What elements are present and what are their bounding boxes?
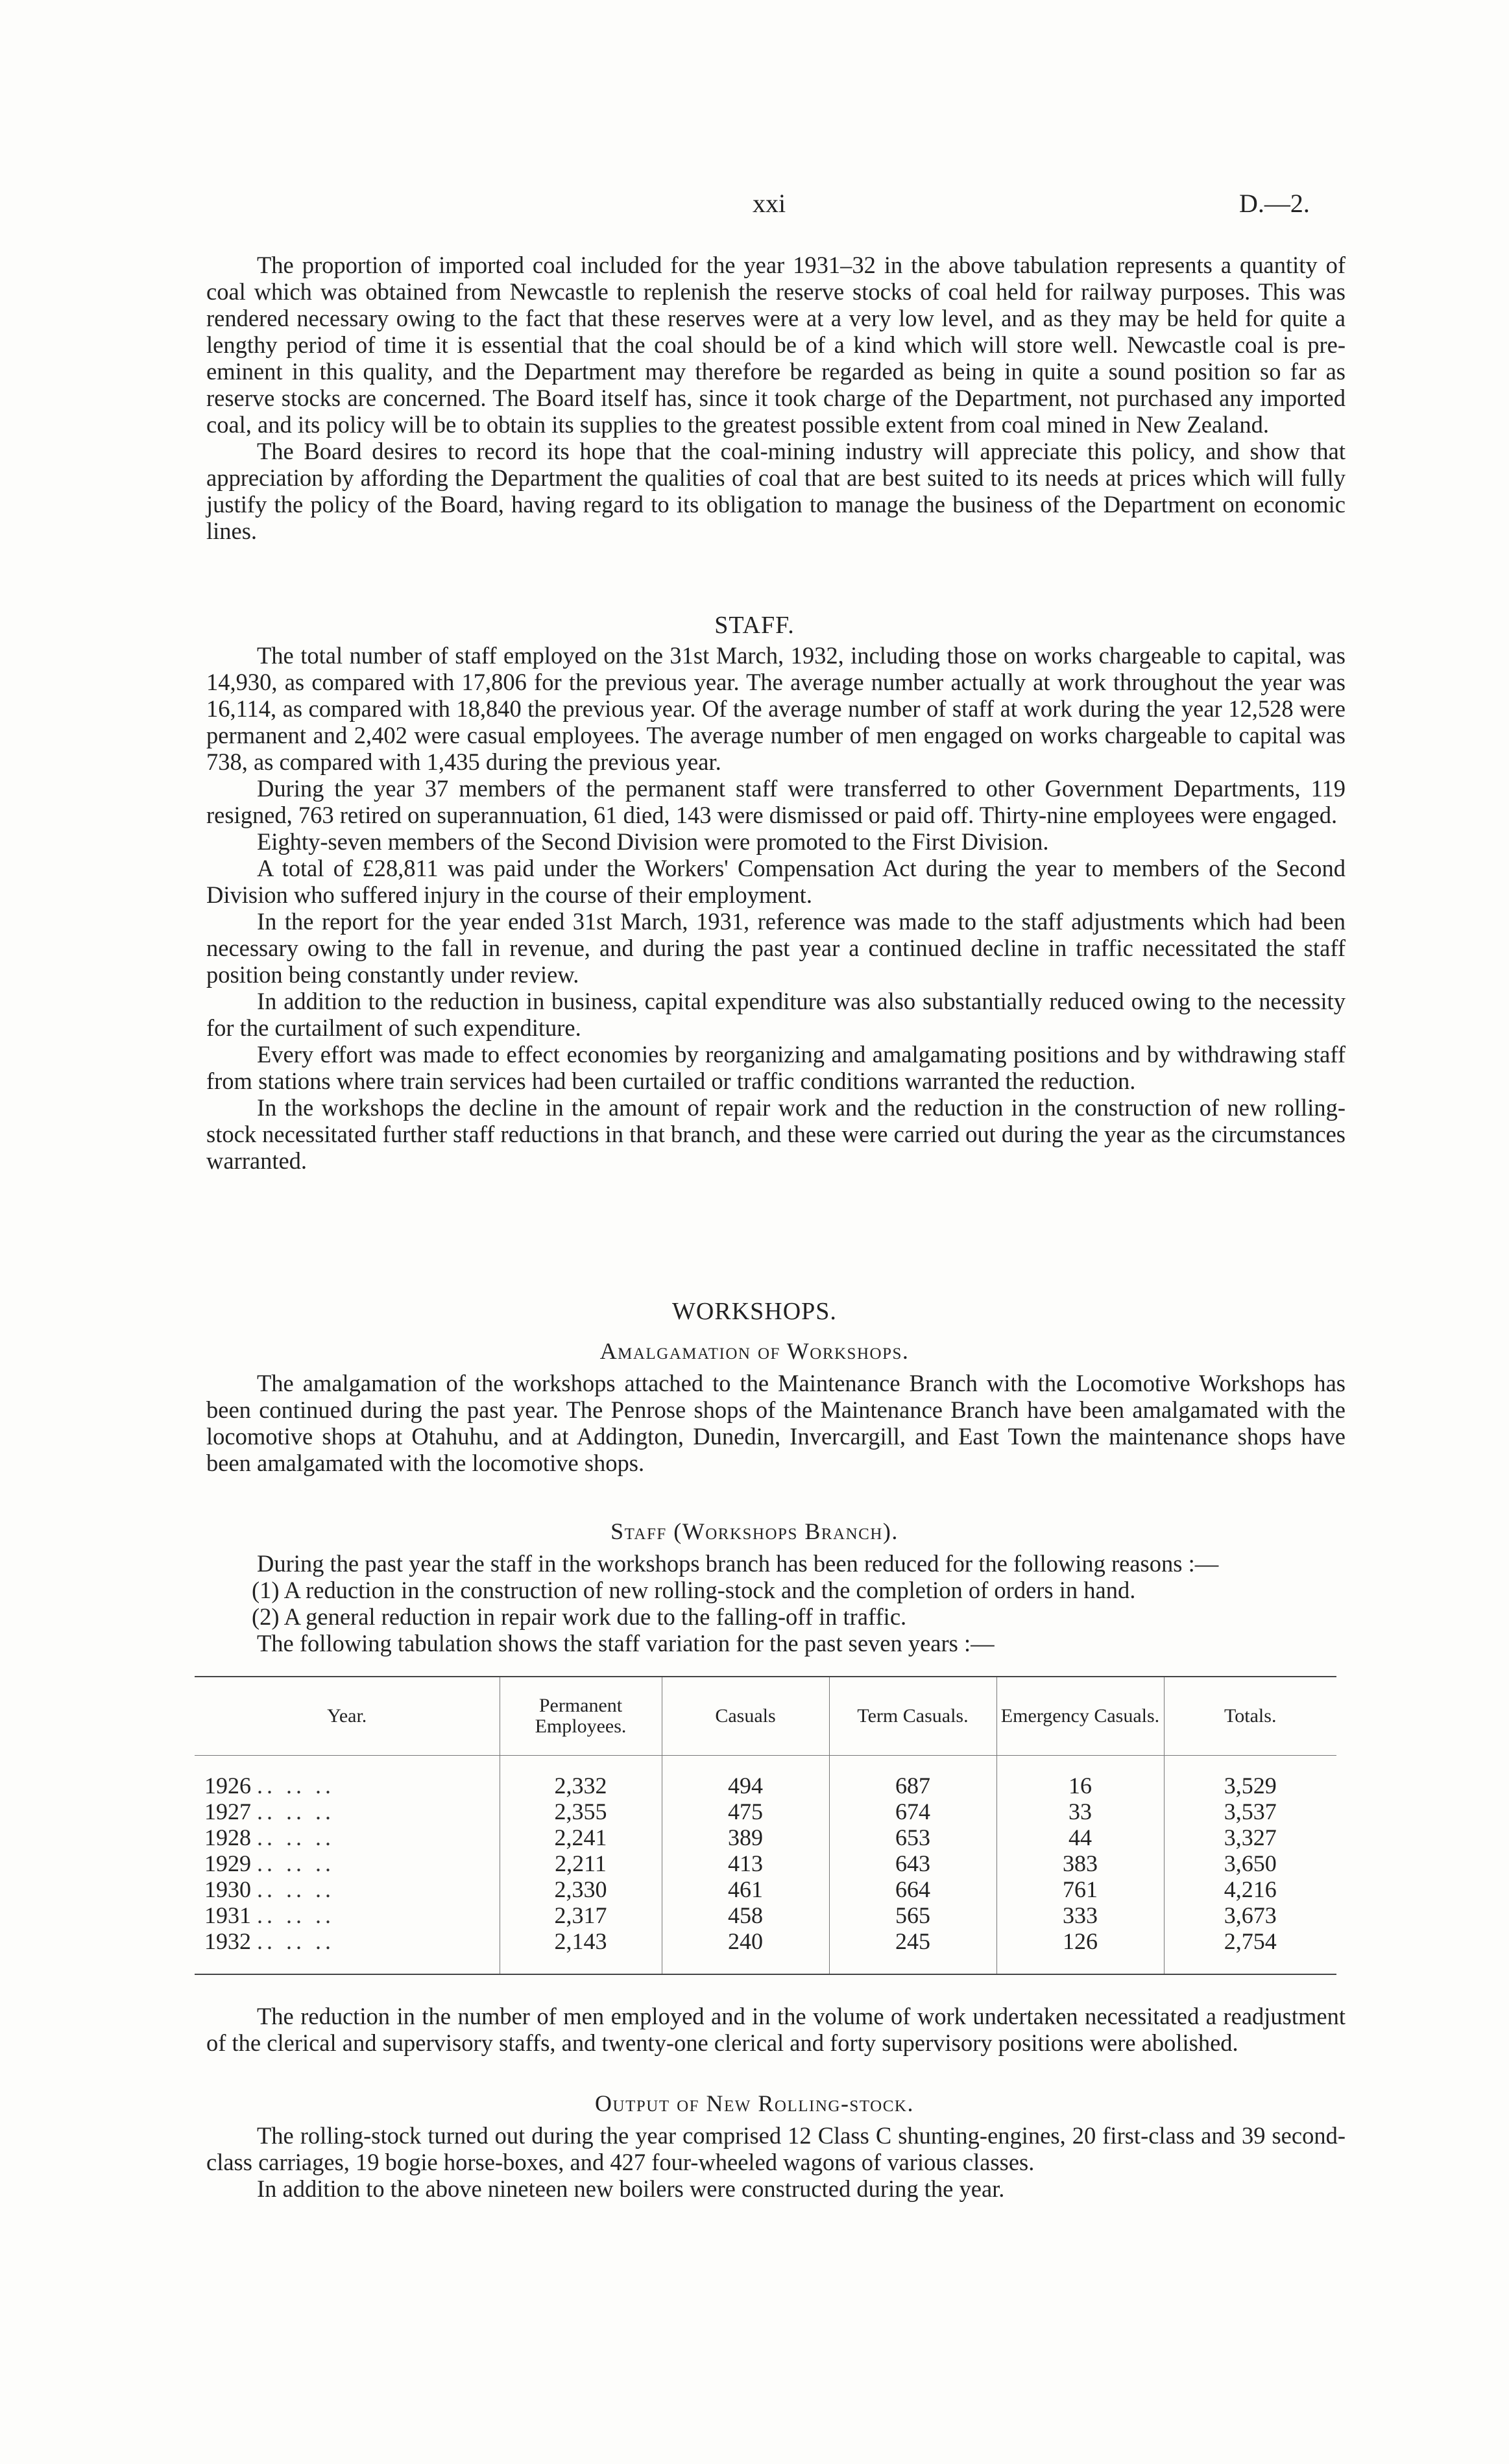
paragraph: Every effort was made to effect economies by reorganizing and amalgamating positions and by withdrawing staff from stations where train services had been curtailed or traffic conditions warranted the reduction.	[206, 1041, 1346, 1094]
staff-workshops-section	[206, 1550, 1346, 1657]
table-cell: 2,317	[500, 1902, 662, 1928]
table-cell: 643	[829, 1850, 996, 1876]
table-cell: 3,327	[1164, 1824, 1336, 1850]
table-cell: 16	[996, 1773, 1164, 1799]
year-cell: 1930 .. .. ..	[204, 1876, 335, 1902]
table-cell: 3,537	[1164, 1799, 1336, 1824]
page-number: xxi	[753, 189, 786, 218]
staff-heading: STAFF.	[714, 612, 795, 639]
year-cell: 1927 .. .. ..	[204, 1799, 335, 1824]
output-subheading: Output of New Rolling-stock.	[595, 2090, 914, 2116]
table-row	[195, 1799, 1336, 1824]
output-section	[206, 2122, 1346, 2202]
intro-section	[206, 252, 1346, 544]
table-row	[195, 1902, 1336, 1928]
table-cell: 475	[662, 1799, 829, 1824]
table-cell: 3,673	[1164, 1902, 1336, 1928]
table-cell: 333	[996, 1902, 1164, 1928]
paragraph: Eighty-seven members of the Second Division were promoted to the First Division.	[257, 828, 1049, 855]
table-cell: 383	[996, 1850, 1164, 1876]
paragraph: During the past year the staff in the workshops branch has been reduced for the following reasons :—	[257, 1550, 1219, 1577]
column-header: Totals.	[1164, 1677, 1336, 1756]
amalgamation-section	[206, 1370, 1346, 1476]
table-cell: 2,332	[500, 1773, 662, 1799]
table-cell: 2,211	[500, 1850, 662, 1876]
reasons-list	[206, 1577, 1346, 1630]
table-cell: 389	[662, 1824, 829, 1850]
amalgamation-subheading: Amalgamation of Workshops.	[599, 1338, 910, 1364]
table-cell: 761	[996, 1876, 1164, 1902]
column-header: Casuals	[662, 1677, 829, 1756]
column-header: Year.	[195, 1677, 500, 1756]
staff-workshops-subheading: Staff (Workshops Branch).	[610, 1518, 899, 1544]
paragraph: The following tabulation shows the staff variation for the past seven years :—	[257, 1630, 995, 1657]
table-row	[195, 1824, 1336, 1850]
paragraph: During the year 37 members of the permanent staff were transferred to other Government Departments, 119 resigned, 763 retired on superannuation, 61 died, 143 were dismissed or paid off. Thirty-nine employees were engaged.	[206, 775, 1346, 828]
table-cell: 3,650	[1164, 1850, 1336, 1876]
staff-table-wrapper	[195, 1676, 1336, 1975]
staff-section	[206, 642, 1346, 1174]
table-cell: 2,143	[500, 1928, 662, 1954]
paragraph: In the workshops the decline in the amount of repair work and the reduction in the construction of new rolling-stock necessitated further staff reductions in that branch, and these were carried out during the year as the circumstances warranted.	[206, 1094, 1346, 1174]
table-cell: 44	[996, 1824, 1164, 1850]
year-cell: 1931 .. .. ..	[204, 1902, 335, 1928]
paragraph: The rolling-stock turned out during the year comprised 12 Class C shunting-engines, 20 first-class and 39 second-class carriages, 19 bogie horse-boxes, and 427 four-wheeled wagons of various classes.	[206, 2122, 1346, 2175]
paragraph: In addition to the reduction in business, capital expenditure was also substantially reduced owing to the necessity for the curtailment of such expenditure.	[206, 988, 1346, 1041]
document-reference: D.—2.	[1239, 189, 1310, 218]
table-row	[195, 1850, 1336, 1876]
workshops-heading: WORKSHOPS.	[672, 1298, 837, 1325]
table-cell: 3,529	[1164, 1773, 1336, 1799]
table-cell: 461	[662, 1876, 829, 1902]
table-cell: 653	[829, 1824, 996, 1850]
table-cell: 687	[829, 1773, 996, 1799]
table-cell: 674	[829, 1799, 996, 1824]
table-row	[195, 1876, 1336, 1902]
list-item: (1) A reduction in the construction of new rolling-stock and the completion of orders in hand.	[252, 1577, 1136, 1603]
paragraph: The total number of staff employed on the 31st March, 1932, including those on works chargeable to capital, was 14,930, as compared with 17,806 for the previous year. The average number actually at work throughout the year was 16,114, as compared with 18,840 the previous year. Of the average number of staff at work during the year 12,528 were permanent and 2,402 were casual employees. The average number of men engaged on works chargeable to capital was 738, as compared with 1,435 during the previous year.	[206, 642, 1346, 775]
table-cell: 413	[662, 1850, 829, 1876]
year-cell: 1929 .. .. ..	[204, 1850, 335, 1876]
table-cell: 494	[662, 1773, 829, 1799]
column-header: Term Casuals.	[829, 1677, 996, 1756]
paragraph: In addition to the above nineteen new boilers were constructed during the year.	[257, 2175, 1005, 2202]
paragraph: The proportion of imported coal included for the year 1931–32 in the above tabulation represents a quantity of coal which was obtained from Newcastle to replenish the reserve stocks of coal held for railway purposes. This was rendered necessary owing to the fact that these reserves were at a very low level, and as they may be held for quite a lengthy period of time it is essential that the coal should be of a kind which will store well. Newcastle coal is pre-eminent in this quality, and the Department may therefore be regarded as being in quite a sound position so far as reserve stocks are concerned. The Board itself has, since it took charge of the Department, not purchased any imported coal, and its policy will be to obtain its supplies to the greatest possible extent from coal mined in New Zealand.	[206, 252, 1346, 438]
paragraph: In the report for the year ended 31st March, 1931, reference was made to the staff adjustments which had been necessary owing to the fall in revenue, and during the past year a continued decline in traffic necessitated the staff position being constantly under review.	[206, 908, 1346, 988]
paragraph: The Board desires to record its hope that the coal-mining industry will appreciate this policy, and show that appreciation by affording the Department the qualities of coal that are best suited to its needs at prices which will fully justify the policy of the Board, having regard to its obligation to manage the business of the Department on economic lines.	[206, 438, 1346, 544]
table-row	[195, 1773, 1336, 1799]
table-cell: 2,754	[1164, 1928, 1336, 1954]
table-row	[195, 1928, 1336, 1954]
table-cell: 245	[829, 1928, 996, 1954]
table-cell: 4,216	[1164, 1876, 1336, 1902]
year-cell: 1926 .. .. ..	[204, 1773, 335, 1799]
table-cell: 240	[662, 1928, 829, 1954]
paragraph: The reduction in the number of men employed and in the volume of work undertaken necessitated a readjustment of the clerical and supervisory staffs, and twenty-one clerical and forty supervisory positions were abolished.	[206, 2003, 1346, 2056]
table-cell: 2,355	[500, 1799, 662, 1824]
column-header: Permanent Employees.	[500, 1677, 662, 1756]
table-header-row	[195, 1677, 1336, 1756]
staff-variation-table	[195, 1676, 1336, 1975]
table-cell: 664	[829, 1876, 996, 1902]
list-item: (2) A general reduction in repair work due to the falling-off in traffic.	[252, 1603, 907, 1630]
year-cell: 1928 .. .. ..	[204, 1824, 335, 1850]
table-cell: 126	[996, 1928, 1164, 1954]
year-cell: 1932 .. .. ..	[204, 1928, 335, 1954]
paragraph: The amalgamation of the workshops attached to the Maintenance Branch with the Locomotive Workshops has been continued during the past year. The Penrose shops of the Maintenance Branch have been amalgamated with the locomotive shops at Otahuhu, and at Addington, Dunedin, Invercargill, and East Town the maintenance shops have been amalgamated with the locomotive shops.	[206, 1370, 1346, 1476]
column-header: Emergency Casuals.	[996, 1677, 1164, 1756]
paragraph: A total of £28,811 was paid under the Workers' Compensation Act during the year to members of the Second Division who suffered injury in the course of their employment.	[206, 855, 1346, 908]
table-cell: 2,241	[500, 1824, 662, 1850]
after-table-section	[206, 2003, 1346, 2056]
table-cell: 458	[662, 1902, 829, 1928]
table-cell: 33	[996, 1799, 1164, 1824]
table-cell: 2,330	[500, 1876, 662, 1902]
table-cell: 565	[829, 1902, 996, 1928]
